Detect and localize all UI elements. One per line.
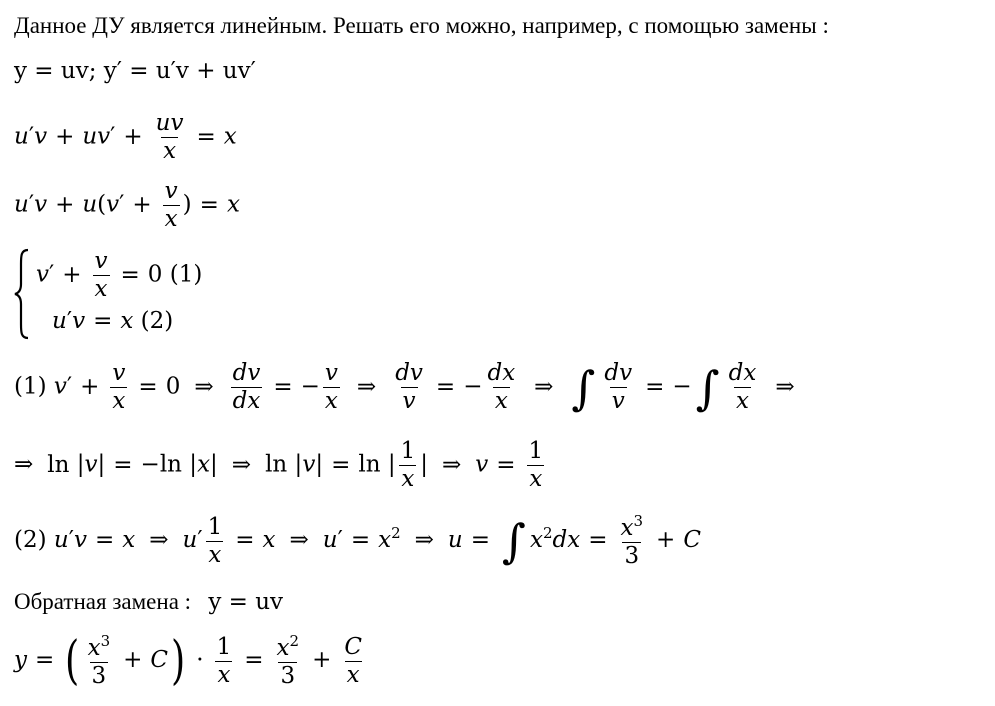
step-1-line: (1) v′ + $\frac{v}{x}$ = 0 ⇒ $\frac{dv}{dx}$ = − $\frac{v}{x}$ ⇒ $\frac{dv}{v}$ = − $\frac{dx}{x}$ ⇒ ∫ $\frac{dv}{v}$ = −∫ $\frac{dx}{x}$ ⇒	[14, 360, 795, 415]
system-equation-2: u′v = x (2)	[52, 308, 174, 334]
final-answer-line: y = ( $\frac{x^3}{3}$ + C) · $\frac{1}{x}$ = $\frac{x^2}{3}$ + $\frac{C}{x}$	[14, 631, 362, 691]
left-brace-icon	[14, 248, 30, 340]
back-substitution-line: Обратная замена : y = uv	[14, 589, 284, 615]
intro-text: Данное ДУ является линейным. Решать его можно, например, с помощью замены :	[14, 13, 829, 38]
equation-line-1: u′v + uv′ + $\frac{uv}{x}$ = x	[14, 110, 237, 164]
system-equation-1: v′ + $\frac{v}{x}$ = 0 (1)	[36, 248, 203, 302]
equation-line-2: u′v + u(v′ + $\frac{v}{x}$ ) = x	[14, 178, 240, 232]
step-2-line: (2) u′v = x ⇒ u′ $\frac{1}{x}$ = x ⇒ $u' = x^2$ ⇒ u = ∫ $x^2dx$ = $\frac{x^3}{3}$ + C	[14, 512, 701, 569]
substitution-line: y = uv; y′ = u′v + uv′	[14, 58, 256, 84]
step-1-continued: ⇒ ln |v| = −ln |x| ⇒ ln |v| = ln | $\frac{1}{x}$ | ⇒ v = $\frac{1}{x}$	[14, 438, 544, 492]
